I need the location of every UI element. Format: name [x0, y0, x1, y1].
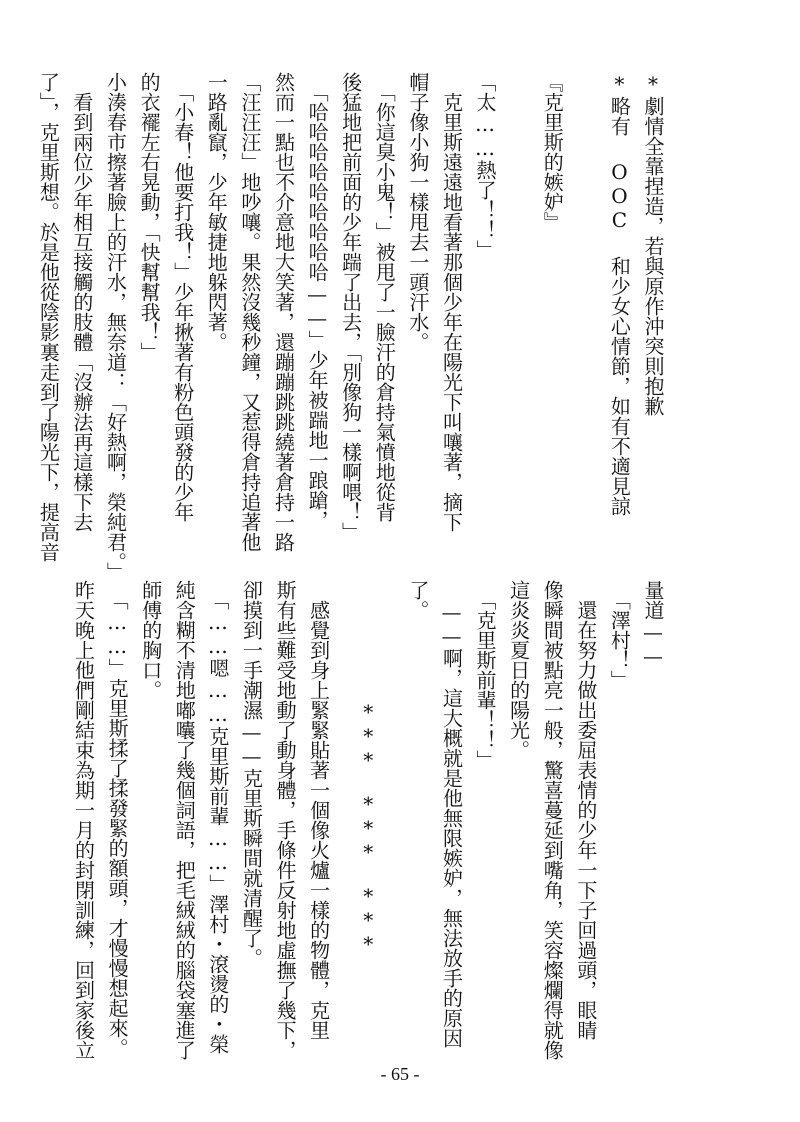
- text-line: 「哈哈哈哈哈哈哈哈哈——」少年被踹地一踉蹌，: [305, 72, 330, 530]
- text-line: 「克里斯前輩！！」: [473, 580, 498, 770]
- text-line: 「太……熱了！！」: [473, 72, 498, 260]
- text-line: 「汪汪汪」地吵嚷。果然沒幾秒鐘，又惹得倉持追著他: [237, 72, 262, 552]
- lower-text-block: [69, 580, 669, 1060]
- text-line: 斯有些難受地動了動身體，手條件反射地虛撫了幾下，: [273, 580, 298, 1060]
- text-line: 這炎炎夏日的陽光。: [506, 580, 531, 760]
- upper-text-block: [36, 72, 669, 582]
- text-line: *略有 OOC 和少女心情節，如有不適見諒: [607, 72, 632, 516]
- blank-line: [335, 580, 351, 1030]
- text-line: 還在努力做出委屈表情的少年一下子回過頭，眼睛: [573, 580, 598, 1040]
- text-line: 「……」克里斯揉了揉發緊的額頭，才慢慢想起來。: [105, 580, 130, 1058]
- text-line: 量道——: [641, 580, 665, 668]
- text-line: 的衣襬左右晃動，「快幫幫我！」: [137, 72, 162, 362]
- text-line: 「……嗯……克里斯前輩……」澤村・滾燙的・榮: [205, 580, 230, 1054]
- text-line: 「你這臭小鬼！」被甩了一臉汗的倉持氣憤地從背: [372, 72, 397, 522]
- text-line: 帽子像小狗一樣甩去一頭汗水。: [405, 72, 430, 352]
- blank-line: [568, 72, 602, 522]
- section-break: *** *** ***: [356, 580, 381, 956]
- text-line: 一路亂竄，少年敏捷地躲閃著。: [204, 72, 229, 352]
- text-line: 像瞬間被點亮一般，驚喜蔓延到嘴角，笑容燦爛得就像: [540, 580, 565, 1060]
- text-line: 了。: [405, 580, 430, 620]
- text-line: 了」，克里斯想。於是他從陰影裏走到了陽光下，提高音: [36, 72, 61, 562]
- page-number: - 65 -: [380, 1064, 420, 1084]
- blank-line: [501, 72, 535, 522]
- text-line: 卻摸到一手潮濕——克里斯瞬間就清醒了。: [239, 580, 264, 968]
- chapter-title: 『克里斯的嫉妒』: [540, 72, 565, 232]
- text-line: 克里斯遠遠地看著那個少年在陽光下叫嚷著，摘下: [439, 72, 464, 532]
- text-line: 感覺到身上緊緊貼著一個像火爐一樣的物體，克里: [306, 580, 331, 1040]
- text-line: ——啊，這大概就是他無限嫉妒，無法放手的原因: [439, 580, 464, 1048]
- text-line: 「小春！他要打我！」少年揪著有粉色頭發的少年: [170, 72, 195, 522]
- text-line: 後猛地把前面的少年踹了出去，「別像狗一樣啊喂！」: [338, 72, 363, 542]
- text-line: *劇情全靠捏造，若與原作沖突則抱歉: [641, 72, 665, 416]
- blank-line: [384, 580, 400, 1030]
- text-line: 然而一點也不介意地大笑著，還蹦蹦跳跳繞著倉持一路: [271, 72, 296, 552]
- text-line: 昨天晚上他們剛結束為期一月的封閉訓練，回到家後立: [71, 580, 96, 1060]
- text-line: 師傅的胸口。: [138, 580, 163, 700]
- text-line: 小湊春市擦著臉上的汗水，無奈道：「好熱啊，榮純君。」: [103, 72, 128, 582]
- text-line: 純含糊不清地嘟囔了幾個詞語，把毛絨絨的腦袋塞進了: [172, 580, 197, 1060]
- text-line: 看到兩位少年相互接觸的肢體「沒辦法再這樣下去: [69, 72, 94, 532]
- text-line: 「澤村！」: [607, 580, 632, 690]
